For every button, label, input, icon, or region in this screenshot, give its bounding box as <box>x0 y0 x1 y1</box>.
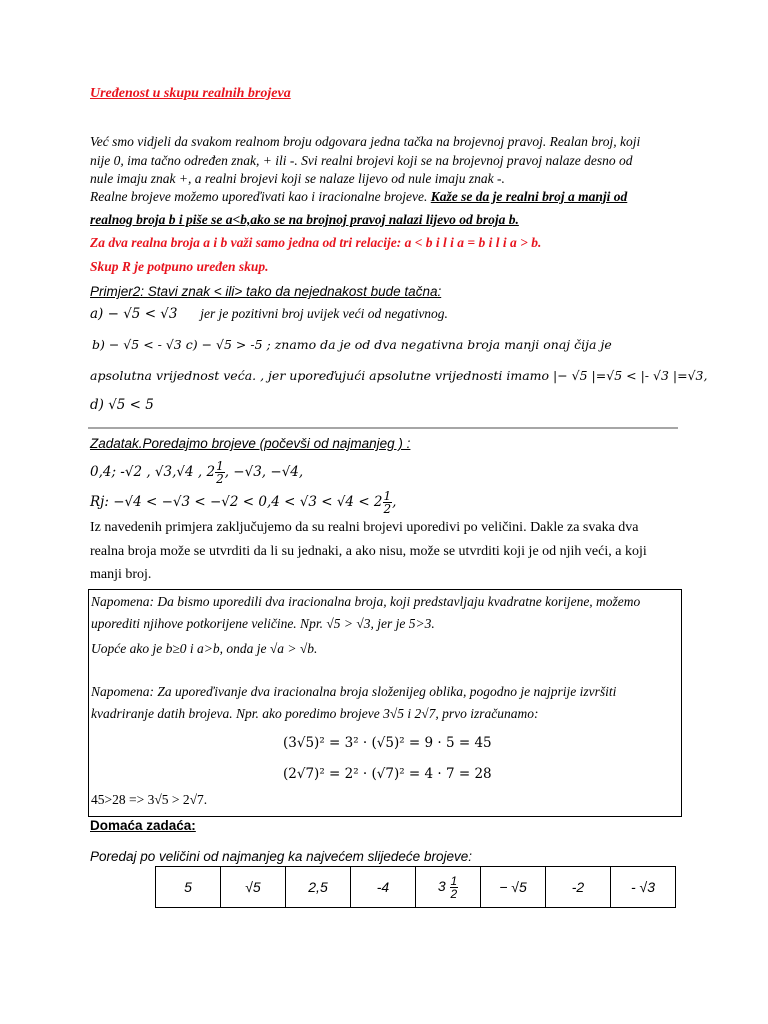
table-cell-mixed-number <box>416 867 481 908</box>
table-row <box>156 867 676 908</box>
equation-1: (3√5)² = 3² · (√5)² = 9 · 5 = 45 <box>283 735 492 751</box>
mixed-fraction-numerator: 1 <box>450 873 458 888</box>
solution-fraction-numerator: 1 <box>383 489 392 503</box>
example-heading: Primjer2: Stavi znak < ili> tako da nejednakost bude tačna: <box>90 284 442 299</box>
note-result: 45>28 => 3√5 > 2√7. <box>91 792 208 807</box>
conclusion-line-3: manji broj. <box>90 567 152 582</box>
task-fraction <box>215 460 225 485</box>
example-a-expression: a) − √5 < √3 <box>90 306 178 322</box>
definition-text: Kaže se da je realni broj a manji od <box>430 189 628 204</box>
equation-2: (2√7)² = 2² · (√7)² = 4 · 7 = 28 <box>283 766 492 782</box>
table-cell: 2,5 <box>286 867 351 908</box>
note-1-line-1: Napomena: Da bismo uporedili dva iracionalna broja, koji predstavljaju kvadratne korijene, možemo <box>91 594 641 609</box>
solution-fraction <box>383 490 393 515</box>
intro-line-4-text: Realne brojeve možemo uporeďivati kao i iracionalne brojeve. <box>90 189 431 204</box>
task-solution <box>90 490 396 515</box>
ordered-set-statement: Skup R je potpuno uređen skup. <box>90 259 269 274</box>
example-a-note: jer je pozitivni broj uvijek veći od negativnog. <box>200 306 448 321</box>
intro-line-3: nule imaju znak +, a realni brojevi koji se nalaze lijevo od nule imaju znak -. <box>90 171 505 186</box>
note-box <box>88 589 682 817</box>
table-cell: -2 <box>546 867 611 908</box>
mixed-whole: 3 <box>437 877 446 894</box>
example-b-c: b) − √5 < - √3 c) − √5 > -5 ; znamo da je od dva negativna broja manji onaj čija je <box>92 337 612 352</box>
note-2-line-2: kvadriranje datih brojeva. Npr. ako poredimo brojeve 3√5 i 2√7, prvo izračunamo: <box>91 706 539 721</box>
page-title: Uređenost u skupu realnih brojeva <box>90 86 291 101</box>
example-a <box>90 306 448 322</box>
mixed-fraction-denominator: 2 <box>450 886 458 901</box>
table-cell: -4 <box>351 867 416 908</box>
task-fraction-numerator: 1 <box>216 459 224 473</box>
note-1-line-2: uporediti njihove potkorijene veličine. Npr. √5 > √3, jer je 5>3. <box>91 616 435 631</box>
task-solution-text: Rj: −√4 < −√3 < −√2 < 0,4 < √3 < √4 < 2 <box>90 494 383 510</box>
mixed-fraction <box>450 875 459 900</box>
homework-table <box>155 866 676 908</box>
intro-line-4 <box>90 189 627 205</box>
homework-heading: Domaća zadaća: <box>90 818 196 833</box>
definition-line-2: realnog broja b i piše se a<b,ako se na brojnoj pravoj nalazi lijevo od broja b. <box>90 212 519 227</box>
table-cell: 5 <box>156 867 221 908</box>
table-cell: − √5 <box>481 867 546 908</box>
intro-line-2: nije 0, ima tačno određen znak, + ili -. Svi realni brojevi koji se na brojevnoj pravoj nalaze desno od <box>90 153 633 168</box>
conclusion-line-1: Iz navedenih primjera zaključujemo da su realni brojevi uporedivi po veličini. Dakle za svaka dva <box>90 520 639 535</box>
task-numbers <box>90 460 303 485</box>
solution-fraction-denominator: 2 <box>383 502 392 516</box>
example-b-line-2: apsolutna vrijednost veća. , jer uporeďujući apsolutne vrijednosti imamo |− √5 |=√5 < |- √3 |=√3, <box>90 368 708 383</box>
conclusion-line-2: realna broja može se utvrditi da li su jednaki, a ako nisu, može se utvrditi koji je od njih veći, a koji <box>90 544 647 559</box>
section-divider <box>88 427 678 429</box>
example-d: d) √5 < 5 <box>90 397 154 413</box>
note-1-line-3: Uopće ako je b≥0 i a>b, onda je √a > √b. <box>91 641 318 656</box>
homework-instruction: Poredaj po veličini od najmanjeg ka najvećem slijedeće brojeve: <box>90 849 472 864</box>
task-numbers-tail: , −√3, −√4, <box>224 464 304 480</box>
trichotomy-statement: Za dva realna broja a i b važi samo jedna od tri relacije: a < b i l i a = b i l i a > b. <box>90 235 542 250</box>
task-solution-tail: , <box>392 494 397 510</box>
table-cell: √5 <box>221 867 286 908</box>
task-fraction-denominator: 2 <box>216 472 224 486</box>
table-cell: - √3 <box>611 867 676 908</box>
intro-line-1: Već smo vidjeli da svakom realnom broju odgovara jedna tačka na brojevnoj pravoj. Realan broj, koji <box>90 134 641 149</box>
note-2-line-1: Napomena: Za uporeďivanje dva iracionalna broja složenijeg oblika, pogodno je najprije izvršiti <box>91 684 617 699</box>
task-numbers-text: 0,4; -√2 , √3,√4 , 2 <box>90 464 216 480</box>
task-heading: Zadatak.Poredajmo brojeve (počevši od najmanjeg ) : <box>90 436 411 451</box>
